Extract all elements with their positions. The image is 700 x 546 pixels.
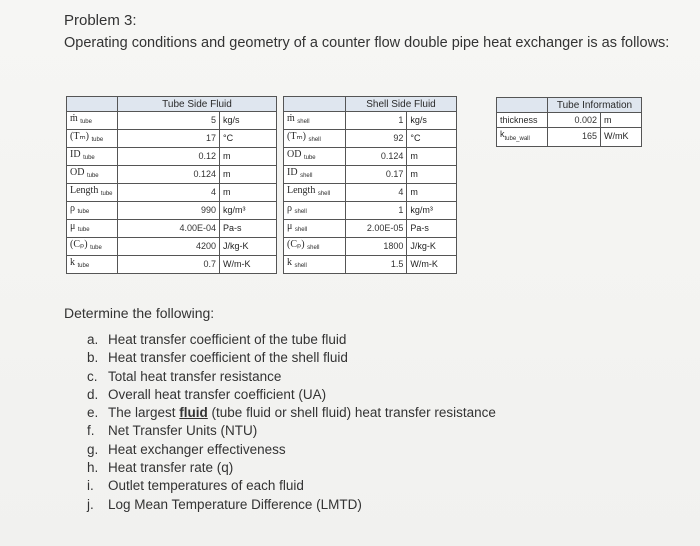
row-value: 4.00E-04 bbox=[118, 220, 220, 238]
row-label: (Tₘ) $_{tube}$ bbox=[67, 130, 118, 148]
list-item bbox=[87, 404, 496, 422]
row-label: k $_{shell}$ bbox=[284, 256, 346, 274]
row-unit: °C bbox=[220, 130, 277, 148]
table-row bbox=[67, 202, 277, 220]
list-item bbox=[87, 386, 496, 404]
row-unit: J/kg-K bbox=[407, 238, 457, 256]
row-value: 4 bbox=[346, 184, 407, 202]
row-unit: Pa-s bbox=[407, 220, 457, 238]
row-unit: kg/m³ bbox=[220, 202, 277, 220]
table-row bbox=[497, 128, 642, 147]
table-row bbox=[284, 238, 457, 256]
table-header-row bbox=[497, 98, 642, 113]
item-letter: c. bbox=[87, 368, 98, 384]
row-value: 92 bbox=[346, 130, 407, 148]
item-text: The largest bbox=[108, 405, 180, 421]
table-row bbox=[67, 220, 277, 238]
row-value: 0.124 bbox=[346, 148, 407, 166]
list-item bbox=[87, 459, 496, 477]
table-header-row bbox=[67, 97, 277, 112]
item-text: Heat exchanger effectiveness bbox=[108, 441, 286, 457]
table-row bbox=[284, 184, 457, 202]
row-label: k $_{tube}$ bbox=[67, 256, 118, 274]
item-text: Heat transfer coefficient of the shell fluid bbox=[108, 350, 348, 366]
item-text: Overall heat transfer coefficient (UA) bbox=[108, 386, 327, 402]
row-value: 1.5 bbox=[346, 256, 407, 274]
row-value: 990 bbox=[118, 202, 220, 220]
table-row bbox=[67, 148, 277, 166]
row-label: OD $_{tube}$ bbox=[284, 148, 346, 166]
table-row bbox=[67, 256, 277, 274]
row-unit: kg/s bbox=[220, 112, 277, 130]
row-value: 0.124 bbox=[118, 166, 220, 184]
row-unit: m bbox=[220, 166, 277, 184]
row-value: 1 bbox=[346, 112, 407, 130]
row-unit: J/kg-K bbox=[220, 238, 277, 256]
list-item bbox=[87, 422, 496, 440]
question-list bbox=[87, 331, 496, 514]
item-letter: i. bbox=[87, 478, 94, 494]
row-unit: Pa-s bbox=[220, 220, 277, 238]
row-label: (Cₚ) $_{tube}$ bbox=[67, 238, 118, 256]
row-unit: m bbox=[407, 148, 457, 166]
item-letter: h. bbox=[87, 460, 99, 476]
row-unit: °C bbox=[407, 130, 457, 148]
row-value: 1800 bbox=[346, 238, 407, 256]
item-letter: f. bbox=[87, 423, 95, 439]
row-label: (Tₘ) $_{shell}$ bbox=[284, 130, 346, 148]
row-value: 4 bbox=[118, 184, 220, 202]
row-unit: W/m-K bbox=[407, 256, 457, 274]
list-item bbox=[87, 496, 496, 514]
row-label: $k_{tube\_wall}$ bbox=[497, 128, 548, 147]
item-letter: d. bbox=[87, 386, 99, 402]
row-label: Length $_{tube}$ bbox=[67, 184, 118, 202]
row-label: ρ $_{tube}$ bbox=[67, 202, 118, 220]
list-item bbox=[87, 331, 496, 349]
table-row bbox=[284, 256, 457, 274]
table-row bbox=[284, 202, 457, 220]
item-letter: g. bbox=[87, 441, 99, 457]
item-text: Total heat transfer resistance bbox=[108, 368, 282, 384]
row-value: 0.7 bbox=[118, 256, 220, 274]
row-value: 5 bbox=[118, 112, 220, 130]
table-row bbox=[284, 220, 457, 238]
table-row bbox=[284, 112, 457, 130]
emphasized-word: fluid bbox=[179, 405, 208, 421]
row-unit: W/m-K bbox=[220, 256, 277, 274]
item-text: Heat transfer rate (q) bbox=[108, 460, 234, 476]
item-text: Log Mean Temperature Difference (LMTD) bbox=[108, 496, 362, 512]
table-row bbox=[497, 113, 642, 128]
item-text: Net Transfer Units (NTU) bbox=[108, 423, 258, 439]
list-item bbox=[87, 477, 496, 495]
table-row bbox=[284, 166, 457, 184]
table-row bbox=[67, 112, 277, 130]
tube-table-header: Tube Side Fluid bbox=[118, 97, 277, 112]
problem-description: Operating conditions and geometry of a counter flow double pipe heat exchanger is as follows: bbox=[64, 35, 670, 51]
row-value: 4200 bbox=[118, 238, 220, 256]
row-label: ID $_{tube}$ bbox=[67, 148, 118, 166]
row-value: 2.00E-05 bbox=[346, 220, 407, 238]
item-letter: a. bbox=[87, 332, 99, 347]
row-value: 0.17 bbox=[346, 166, 407, 184]
list-item bbox=[87, 368, 496, 386]
tube-side-table bbox=[66, 96, 277, 274]
table-row bbox=[67, 130, 277, 148]
row-unit: W/mK bbox=[601, 128, 642, 147]
row-value: 0.12 bbox=[118, 148, 220, 166]
row-label: ṁ $_{tube}$ bbox=[67, 112, 118, 130]
list-item bbox=[87, 441, 496, 459]
row-value: 17 bbox=[118, 130, 220, 148]
determine-heading: Determine the following: bbox=[64, 305, 215, 321]
item-letter: e. bbox=[87, 405, 99, 421]
table-row bbox=[67, 166, 277, 184]
row-label: (Cₚ) $_{shell}$ bbox=[284, 238, 346, 256]
table-header-row bbox=[284, 97, 457, 112]
row-value: 165 bbox=[548, 128, 601, 147]
row-value: 0.002 bbox=[548, 113, 601, 128]
table-row bbox=[284, 148, 457, 166]
row-unit: m bbox=[407, 166, 457, 184]
row-label: Length $_{shell}$ bbox=[284, 184, 346, 202]
row-label: ID $_{shell}$ bbox=[284, 166, 346, 184]
row-unit: m bbox=[220, 148, 277, 166]
row-label: thickness bbox=[497, 113, 548, 128]
table-row bbox=[67, 184, 277, 202]
row-unit: m bbox=[407, 184, 457, 202]
info-table-header: Tube Information bbox=[548, 98, 642, 113]
shell-table-header: Shell Side Fluid bbox=[346, 97, 457, 112]
row-unit: kg/s bbox=[407, 112, 457, 130]
list-item bbox=[87, 349, 496, 367]
row-label: μ $_{shell}$ bbox=[284, 220, 346, 238]
row-unit: m bbox=[601, 113, 642, 128]
item-text: Outlet temperatures of each fluid bbox=[108, 478, 304, 494]
row-unit: kg/m³ bbox=[407, 202, 457, 220]
problem-title: Problem 3: bbox=[64, 12, 137, 29]
row-unit: m bbox=[220, 184, 277, 202]
row-label: ρ $_{shell}$ bbox=[284, 202, 346, 220]
tube-information-table bbox=[496, 97, 642, 147]
item-text: (tube fluid or shell fluid) heat transfer resistance bbox=[207, 405, 496, 421]
shell-side-table bbox=[283, 96, 457, 274]
table-row bbox=[284, 130, 457, 148]
row-label: μ $_{tube}$ bbox=[67, 220, 118, 238]
row-value: 1 bbox=[346, 202, 407, 220]
row-label: OD $_{tube}$ bbox=[67, 166, 118, 184]
table-row bbox=[67, 238, 277, 256]
item-letter: b. bbox=[87, 350, 99, 366]
item-letter: j. bbox=[87, 496, 94, 512]
row-label: ṁ $_{shell}$ bbox=[284, 112, 346, 130]
item-text: Heat transfer coefficient of the tube fluid bbox=[108, 332, 347, 347]
